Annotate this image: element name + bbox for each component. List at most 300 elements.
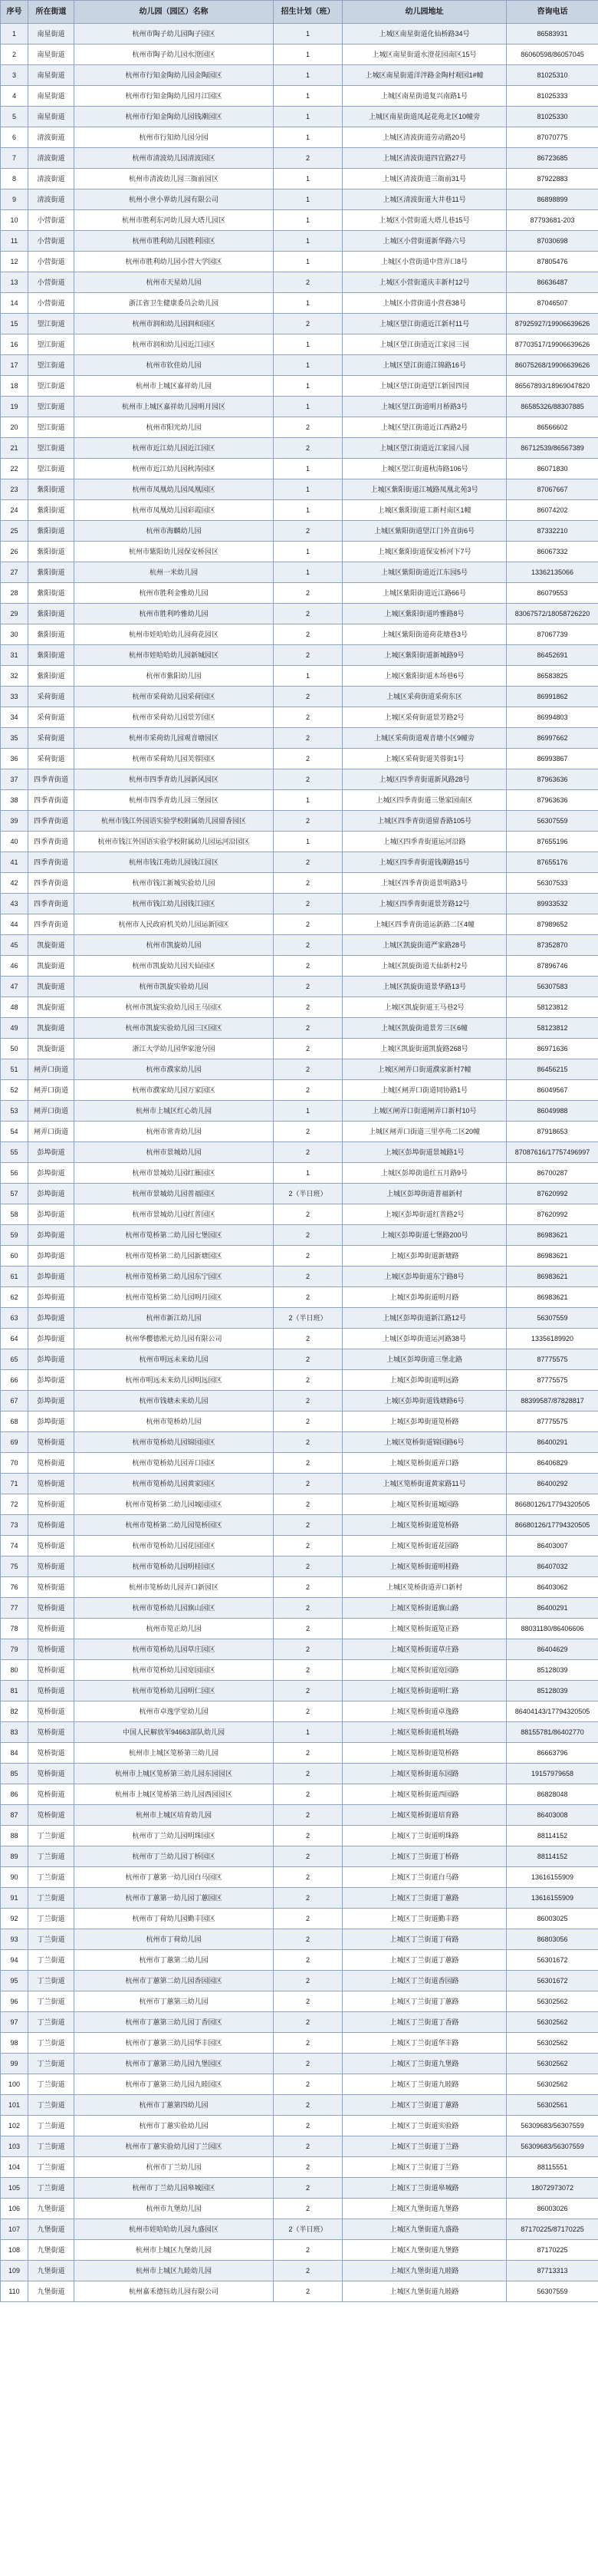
table-row — [1, 977, 598, 997]
cell-address: 上城区紫阳街道近江东园5号 — [343, 562, 507, 583]
table-row — [1, 521, 598, 542]
cell-name: 杭州市笕桥幼儿园 — [74, 1412, 274, 1432]
table-row — [1, 1660, 598, 1681]
cell-name: 杭州市采荷幼儿园景芳园区 — [74, 707, 274, 728]
cell-no: 84 — [1, 1743, 28, 1764]
cell-plan: 2 — [274, 2074, 343, 2095]
cell-no: 20 — [1, 417, 28, 438]
cell-address: 上城区笕桥街道城园路 — [343, 1494, 507, 1515]
cell-name: 杭州市濮家幼儿园万家园区 — [74, 1080, 274, 1101]
cell-street: 丁兰街道 — [28, 2033, 74, 2054]
cell-address: 上城区彭埠街道明月路 — [343, 1287, 507, 1308]
cell-name: 杭州市钦佳幼儿园 — [74, 355, 274, 376]
cell-street: 南星街道 — [28, 44, 74, 65]
cell-phone: 88031180/86406606 — [507, 1619, 598, 1639]
cell-address: 上城区丁兰街道九堡路 — [343, 2054, 507, 2074]
cell-plan: 2 — [274, 1743, 343, 1764]
cell-plan: 2 — [274, 1991, 343, 2012]
cell-phone: 86983621 — [507, 1287, 598, 1308]
cell-name: 杭州市笕桥幼儿园锦园园区 — [74, 1432, 274, 1453]
cell-street: 丁兰街道 — [28, 2178, 74, 2199]
table-row — [1, 1101, 598, 1122]
table-row — [1, 1225, 598, 1246]
cell-plan: 2 — [274, 2157, 343, 2178]
cell-phone: 58123812 — [507, 1018, 598, 1039]
cell-address: 上城区闸弄口街道三里亭苑二区20幢 — [343, 1122, 507, 1142]
cell-address: 上城区笕桥街道卓逸路 — [343, 1701, 507, 1722]
cell-name: 杭州市景城幼儿园普福园区 — [74, 1184, 274, 1204]
cell-plan: 1 — [274, 355, 343, 376]
cell-street: 紫阳街道 — [28, 645, 74, 666]
cell-name: 杭州市丁蕙第三幼儿园九睦园区 — [74, 2074, 274, 2095]
cell-street: 丁兰街道 — [28, 2116, 74, 2136]
cell-no: 82 — [1, 1701, 28, 1722]
cell-name: 杭州市行知幼儿园分园 — [74, 127, 274, 148]
cell-plan: 1 — [274, 169, 343, 189]
cell-name: 杭州市丁蕙第三幼儿园 — [74, 1991, 274, 2012]
table-row — [1, 1349, 598, 1370]
cell-address: 上城区丁兰街道皋城路 — [343, 2178, 507, 2199]
cell-street: 丁兰街道 — [28, 1909, 74, 1929]
cell-address: 上城区望江街道近江家园三园 — [343, 334, 507, 355]
cell-no: 18 — [1, 376, 28, 397]
cell-street: 采荷街道 — [28, 728, 74, 749]
cell-no: 68 — [1, 1412, 28, 1432]
cell-address: 上城区南星街道洋泮路金陶村观园1#幢 — [343, 65, 507, 86]
table-row — [1, 1453, 598, 1474]
table-row — [1, 707, 598, 728]
cell-plan: 2 — [274, 1619, 343, 1639]
cell-name: 杭州市上城区笕桥第三幼儿园 — [74, 1743, 274, 1764]
cell-no: 8 — [1, 169, 28, 189]
cell-phone: 86404629 — [507, 1639, 598, 1660]
cell-name: 杭州市娃哈哈幼儿园九盛园区 — [74, 2219, 274, 2240]
cell-street: 彭埠街道 — [28, 1349, 74, 1370]
cell-no: 71 — [1, 1474, 28, 1494]
cell-address: 上城区丁兰街道明珠路 — [343, 1826, 507, 1846]
cell-name: 杭州市上城区笕桥第三幼儿园西园园区 — [74, 1784, 274, 1805]
cell-plan: 2 — [274, 1494, 343, 1515]
table-row — [1, 749, 598, 769]
cell-plan: 1 — [274, 231, 343, 252]
cell-address: 上城区紫阳街道望江门外直街6号 — [343, 521, 507, 542]
header-street: 所在街道 — [28, 1, 74, 24]
cell-street: 小营街道 — [28, 252, 74, 272]
cell-plan: 2 — [274, 1764, 343, 1784]
cell-phone: 87713313 — [507, 2261, 598, 2281]
cell-name: 杭州市常青幼儿园 — [74, 1122, 274, 1142]
cell-name: 杭州市采荷幼儿园观音塘园区 — [74, 728, 274, 749]
cell-phone: 86400292 — [507, 1474, 598, 1494]
cell-phone: 86403008 — [507, 1805, 598, 1826]
cell-phone: 56307583 — [507, 977, 598, 997]
cell-phone: 86991862 — [507, 687, 598, 707]
cell-street: 丁兰街道 — [28, 2074, 74, 2095]
cell-no: 23 — [1, 479, 28, 500]
cell-name: 杭州市天星幼儿园 — [74, 272, 274, 293]
cell-address: 上城区凯旋街道王马巷2号 — [343, 997, 507, 1018]
table-row — [1, 1991, 598, 2012]
header-name: 幼儿园（园区）名称 — [74, 1, 274, 24]
cell-plan: 2 — [274, 438, 343, 459]
cell-street: 笕桥街道 — [28, 1660, 74, 1681]
table-row — [1, 1888, 598, 1909]
cell-plan: 2 — [274, 272, 343, 293]
cell-plan: 2 — [274, 1846, 343, 1867]
cell-address: 上城区南星街道水澄花园南区15号 — [343, 44, 507, 65]
cell-plan: 2 — [274, 314, 343, 334]
cell-plan: 1 — [274, 666, 343, 687]
cell-no: 13 — [1, 272, 28, 293]
cell-address: 上城区清波街道三衙前31号 — [343, 169, 507, 189]
cell-address: 上城区小营街道大塔儿巷15号 — [343, 210, 507, 231]
cell-address: 上城区紫阳街道荷花塘巷3号 — [343, 624, 507, 645]
cell-no: 80 — [1, 1660, 28, 1681]
cell-address: 上城区彭埠街道东宁路8号 — [343, 1267, 507, 1287]
cell-address: 上城区小营街道中营弄口8号 — [343, 252, 507, 272]
cell-plan: 2 — [274, 935, 343, 956]
table-row — [1, 1950, 598, 1971]
cell-no: 83 — [1, 1722, 28, 1743]
cell-address: 上城区丁兰街道丁荷路 — [343, 1929, 507, 1950]
cell-street: 南星街道 — [28, 65, 74, 86]
cell-street: 笕桥街道 — [28, 1556, 74, 1577]
cell-name: 杭州市丁兰幼儿园明珠园区 — [74, 1826, 274, 1846]
cell-plan: 2 — [274, 811, 343, 832]
table-row — [1, 1246, 598, 1267]
cell-name: 杭州小世小界幼儿园有限公司 — [74, 189, 274, 210]
cell-phone: 56307559 — [507, 1308, 598, 1329]
cell-address: 上城区九堡街道九睦路 — [343, 2261, 507, 2281]
cell-phone: 56302561 — [507, 2095, 598, 2116]
cell-plan: 2 — [274, 1536, 343, 1556]
cell-phone: 87775575 — [507, 1412, 598, 1432]
cell-plan: 2 — [274, 1784, 343, 1805]
cell-street: 采荷街道 — [28, 749, 74, 769]
cell-no: 75 — [1, 1556, 28, 1577]
cell-no: 6 — [1, 127, 28, 148]
table-row — [1, 1515, 598, 1536]
cell-name: 杭州市凯旋幼儿园 — [74, 935, 274, 956]
cell-no: 55 — [1, 1142, 28, 1163]
cell-phone: 86585326/88307885 — [507, 397, 598, 417]
cell-address: 上城区四季青街道运河沿路 — [343, 832, 507, 852]
table-row — [1, 1764, 598, 1784]
cell-phone: 58123812 — [507, 997, 598, 1018]
cell-address: 上城区彭埠街道红五月路9号 — [343, 1163, 507, 1184]
cell-no: 27 — [1, 562, 28, 583]
cell-street: 紫阳街道 — [28, 479, 74, 500]
cell-phone: 56302562 — [507, 2033, 598, 2054]
cell-phone: 87918653 — [507, 1122, 598, 1142]
cell-no: 109 — [1, 2261, 28, 2281]
cell-address: 上城区凯旋街道天仙新村2号 — [343, 956, 507, 977]
header-phone: 咨询电话 — [507, 1, 598, 24]
cell-no: 58 — [1, 1204, 28, 1225]
cell-name: 杭州市笕桥幼儿园旗山园区 — [74, 1598, 274, 1619]
cell-name: 杭州市上城区笕桥第三幼儿园东园园区 — [74, 1764, 274, 1784]
table-row — [1, 811, 598, 832]
cell-no: 91 — [1, 1888, 28, 1909]
cell-street: 望江街道 — [28, 397, 74, 417]
cell-address: 上城区紫阳街道保安桥河下7号 — [343, 542, 507, 562]
cell-name: 杭州市丁荷幼儿园勤丰园区 — [74, 1909, 274, 1929]
cell-street: 紫阳街道 — [28, 542, 74, 562]
cell-address: 上城区闸弄口街道濮家新村7幢 — [343, 1059, 507, 1080]
cell-street: 望江街道 — [28, 417, 74, 438]
cell-phone: 86663796 — [507, 1743, 598, 1764]
cell-street: 笕桥街道 — [28, 1784, 74, 1805]
table-row — [1, 1867, 598, 1888]
cell-no: 38 — [1, 790, 28, 811]
cell-phone: 87925927/19906639626 — [507, 314, 598, 334]
cell-plan: 1 — [274, 832, 343, 852]
cell-street: 清波街道 — [28, 127, 74, 148]
cell-name: 杭州市阳光幼儿园 — [74, 417, 274, 438]
cell-name: 杭州市人民政府机关幼儿园运新园区 — [74, 914, 274, 935]
cell-plan: 1 — [274, 252, 343, 272]
cell-address: 上城区彭埠街道普福新村 — [343, 1184, 507, 1204]
cell-name: 杭州市凯旋实验幼儿园王马园区 — [74, 997, 274, 1018]
cell-phone: 87655196 — [507, 832, 598, 852]
cell-phone: 88115551 — [507, 2157, 598, 2178]
cell-address: 上城区紫阳街道木场巷6号 — [343, 666, 507, 687]
cell-name: 杭州市四季青幼儿园新风园区 — [74, 769, 274, 790]
table-row — [1, 86, 598, 107]
cell-street: 紫阳街道 — [28, 500, 74, 521]
cell-plan: 2 — [274, 914, 343, 935]
cell-phone: 87805476 — [507, 252, 598, 272]
cell-plan: 2 — [274, 624, 343, 645]
cell-phone: 86993867 — [507, 749, 598, 769]
cell-address: 上城区九堡街道九睦路 — [343, 2281, 507, 2302]
cell-phone: 87963636 — [507, 769, 598, 790]
cell-phone: 87070775 — [507, 127, 598, 148]
cell-name: 杭州市海麟幼儿园 — [74, 521, 274, 542]
cell-no: 2 — [1, 44, 28, 65]
table-row — [1, 479, 598, 500]
table-row — [1, 1909, 598, 1929]
cell-phone: 86071830 — [507, 459, 598, 479]
cell-name: 杭州市笕桥第二幼儿园笕桥园区 — [74, 1515, 274, 1536]
table-row — [1, 293, 598, 314]
cell-street: 丁兰街道 — [28, 1971, 74, 1991]
cell-name: 杭州市丁蕙第三幼儿园丁香园区 — [74, 2012, 274, 2033]
cell-phone: 86680126/17794320505 — [507, 1494, 598, 1515]
cell-no: 10 — [1, 210, 28, 231]
cell-phone: 87620992 — [507, 1184, 598, 1204]
cell-name: 杭州市钱江幼儿园钱江园区 — [74, 894, 274, 914]
cell-address: 上城区彭埠街道钱塘路6号 — [343, 1391, 507, 1412]
cell-street: 彭埠街道 — [28, 1246, 74, 1267]
cell-phone: 87620992 — [507, 1204, 598, 1225]
table-row — [1, 2199, 598, 2219]
cell-phone: 87963636 — [507, 790, 598, 811]
cell-street: 彭埠街道 — [28, 1142, 74, 1163]
cell-address: 上城区彭埠街道景城路1号 — [343, 1142, 507, 1163]
cell-address: 上城区闸弄口街道同协路1号 — [343, 1080, 507, 1101]
cell-no: 70 — [1, 1453, 28, 1474]
cell-plan: 2 — [274, 1059, 343, 1080]
cell-phone: 86452691 — [507, 645, 598, 666]
cell-no: 48 — [1, 997, 28, 1018]
table-row — [1, 1163, 598, 1184]
table-row — [1, 1826, 598, 1846]
cell-name: 杭州市凯旋幼儿园天仙园区 — [74, 956, 274, 977]
table-row — [1, 2219, 598, 2240]
cell-name: 杭州市丁兰幼儿园皋城园区 — [74, 2178, 274, 2199]
cell-street: 紫阳街道 — [28, 666, 74, 687]
cell-no: 30 — [1, 624, 28, 645]
cell-name: 杭州华樱德淞元幼儿园有限公司 — [74, 1329, 274, 1349]
cell-street: 丁兰街道 — [28, 1888, 74, 1909]
cell-no: 43 — [1, 894, 28, 914]
table-row — [1, 1184, 598, 1204]
cell-address: 上城区南星街道化仙桥路34号 — [343, 24, 507, 44]
cell-plan: 1 — [274, 562, 343, 583]
cell-phone: 86636487 — [507, 272, 598, 293]
cell-address: 上城区彭埠街道运河路38号 — [343, 1329, 507, 1349]
cell-no: 32 — [1, 666, 28, 687]
cell-phone: 86049567 — [507, 1080, 598, 1101]
cell-no: 102 — [1, 2116, 28, 2136]
cell-plan: 2 — [274, 1453, 343, 1474]
cell-plan: 2（半日班） — [274, 2219, 343, 2240]
table-row — [1, 769, 598, 790]
cell-address: 上城区丁兰街道丁兰路 — [343, 2136, 507, 2157]
table-row — [1, 24, 598, 44]
cell-no: 74 — [1, 1536, 28, 1556]
cell-plan: 1 — [274, 334, 343, 355]
cell-street: 丁兰街道 — [28, 2136, 74, 2157]
cell-phone: 86971636 — [507, 1039, 598, 1059]
cell-no: 5 — [1, 107, 28, 127]
cell-phone: 87087616/17757496997 — [507, 1142, 598, 1163]
cell-plan: 2 — [274, 707, 343, 728]
cell-phone: 86700287 — [507, 1163, 598, 1184]
cell-no: 41 — [1, 852, 28, 873]
cell-phone: 86079553 — [507, 583, 598, 604]
cell-no: 65 — [1, 1349, 28, 1370]
cell-phone: 87896746 — [507, 956, 598, 977]
cell-address: 上城区彭埠街道新塘路 — [343, 1246, 507, 1267]
cell-address: 上城区丁兰街道白马路 — [343, 1867, 507, 1888]
cell-plan: 2 — [274, 1329, 343, 1349]
cell-plan: 2 — [274, 1681, 343, 1701]
cell-no: 47 — [1, 977, 28, 997]
table-row — [1, 2136, 598, 2157]
cell-no: 49 — [1, 1018, 28, 1039]
cell-no: 92 — [1, 1909, 28, 1929]
cell-phone: 56302562 — [507, 2012, 598, 2033]
cell-street: 四季青街道 — [28, 832, 74, 852]
cell-plan: 2 — [274, 521, 343, 542]
cell-name: 杭州市笕桥第二幼儿园东宁园区 — [74, 1267, 274, 1287]
table-row — [1, 376, 598, 397]
cell-address: 上城区四季青街道运新路二区4幢 — [343, 914, 507, 935]
cell-address: 上城区小营街道庆丰新村12号 — [343, 272, 507, 293]
cell-no: 50 — [1, 1039, 28, 1059]
table-row — [1, 1536, 598, 1556]
cell-no: 3 — [1, 65, 28, 86]
cell-phone: 56302562 — [507, 2054, 598, 2074]
cell-name: 杭州市行知金陶幼儿园钱潮园区 — [74, 107, 274, 127]
cell-address: 上城区丁兰街道丁香路 — [343, 2012, 507, 2033]
cell-address: 上城区望江街道明月桥路3号 — [343, 397, 507, 417]
table-row — [1, 832, 598, 852]
cell-plan: 1 — [274, 790, 343, 811]
cell-no: 100 — [1, 2074, 28, 2095]
table-row — [1, 107, 598, 127]
cell-plan: 1 — [274, 44, 343, 65]
cell-phone: 86983621 — [507, 1267, 598, 1287]
cell-street: 凯旋街道 — [28, 1039, 74, 1059]
cell-street: 清波街道 — [28, 169, 74, 189]
cell-plan: 1 — [274, 376, 343, 397]
cell-street: 凯旋街道 — [28, 997, 74, 1018]
cell-address: 上城区九堡街道九堡路 — [343, 2240, 507, 2261]
cell-address: 上城区笕桥街道笕正路 — [343, 1619, 507, 1639]
cell-address: 上城区笕桥街道机场路 — [343, 1722, 507, 1743]
cell-phone: 86983621 — [507, 1246, 598, 1267]
cell-phone: 56302562 — [507, 2074, 598, 2095]
cell-name: 杭州市景城幼儿园 — [74, 1142, 274, 1163]
cell-street: 望江街道 — [28, 459, 74, 479]
cell-name: 杭州市景城幼儿园红普园区 — [74, 1204, 274, 1225]
cell-no: 62 — [1, 1287, 28, 1308]
cell-address: 上城区丁兰街道丁蕙路 — [343, 2095, 507, 2116]
header-row — [1, 1, 598, 24]
cell-plan: 1 — [274, 127, 343, 148]
cell-name: 杭州市丁蕙第四幼儿园 — [74, 2095, 274, 2116]
cell-no: 88 — [1, 1826, 28, 1846]
cell-name: 杭州市上城区九堡幼儿园 — [74, 2240, 274, 2261]
cell-no: 35 — [1, 728, 28, 749]
cell-street: 紫阳街道 — [28, 562, 74, 583]
table-row — [1, 1204, 598, 1225]
cell-no: 60 — [1, 1246, 28, 1267]
cell-name: 杭州市娃哈哈幼儿园新城园区 — [74, 645, 274, 666]
cell-address: 上城区丁兰街道华丰路 — [343, 2033, 507, 2054]
cell-street: 笕桥街道 — [28, 1598, 74, 1619]
cell-name: 杭州市钱江外国语实验学校附属幼儿园留香园区 — [74, 811, 274, 832]
cell-plan: 2 — [274, 1701, 343, 1722]
table-row — [1, 1080, 598, 1101]
table-row — [1, 2240, 598, 2261]
cell-plan: 2 — [274, 894, 343, 914]
cell-street: 望江街道 — [28, 355, 74, 376]
cell-address: 上城区紫阳街道工新村南区1幢 — [343, 500, 507, 521]
cell-no: 106 — [1, 2199, 28, 2219]
cell-plan: 2 — [274, 1556, 343, 1577]
cell-plan: 2 — [274, 1909, 343, 1929]
header-plan: 招生计划（班） — [274, 1, 343, 24]
cell-address: 上城区望江街道望江新园四园 — [343, 376, 507, 397]
cell-street: 彭埠街道 — [28, 1391, 74, 1412]
cell-no: 81 — [1, 1681, 28, 1701]
cell-no: 17 — [1, 355, 28, 376]
cell-address: 上城区笕桥街道西园路 — [343, 1784, 507, 1805]
cell-plan: 2 — [274, 1660, 343, 1681]
cell-phone: 86583825 — [507, 666, 598, 687]
cell-street: 小营街道 — [28, 272, 74, 293]
cell-name: 杭州市钱江苑幼儿园钱江园区 — [74, 852, 274, 873]
cell-phone: 85128039 — [507, 1660, 598, 1681]
cell-street: 彭埠街道 — [28, 1267, 74, 1287]
cell-no: 52 — [1, 1080, 28, 1101]
table-row — [1, 1681, 598, 1701]
cell-address: 上城区彭埠街道七堡路200号 — [343, 1225, 507, 1246]
